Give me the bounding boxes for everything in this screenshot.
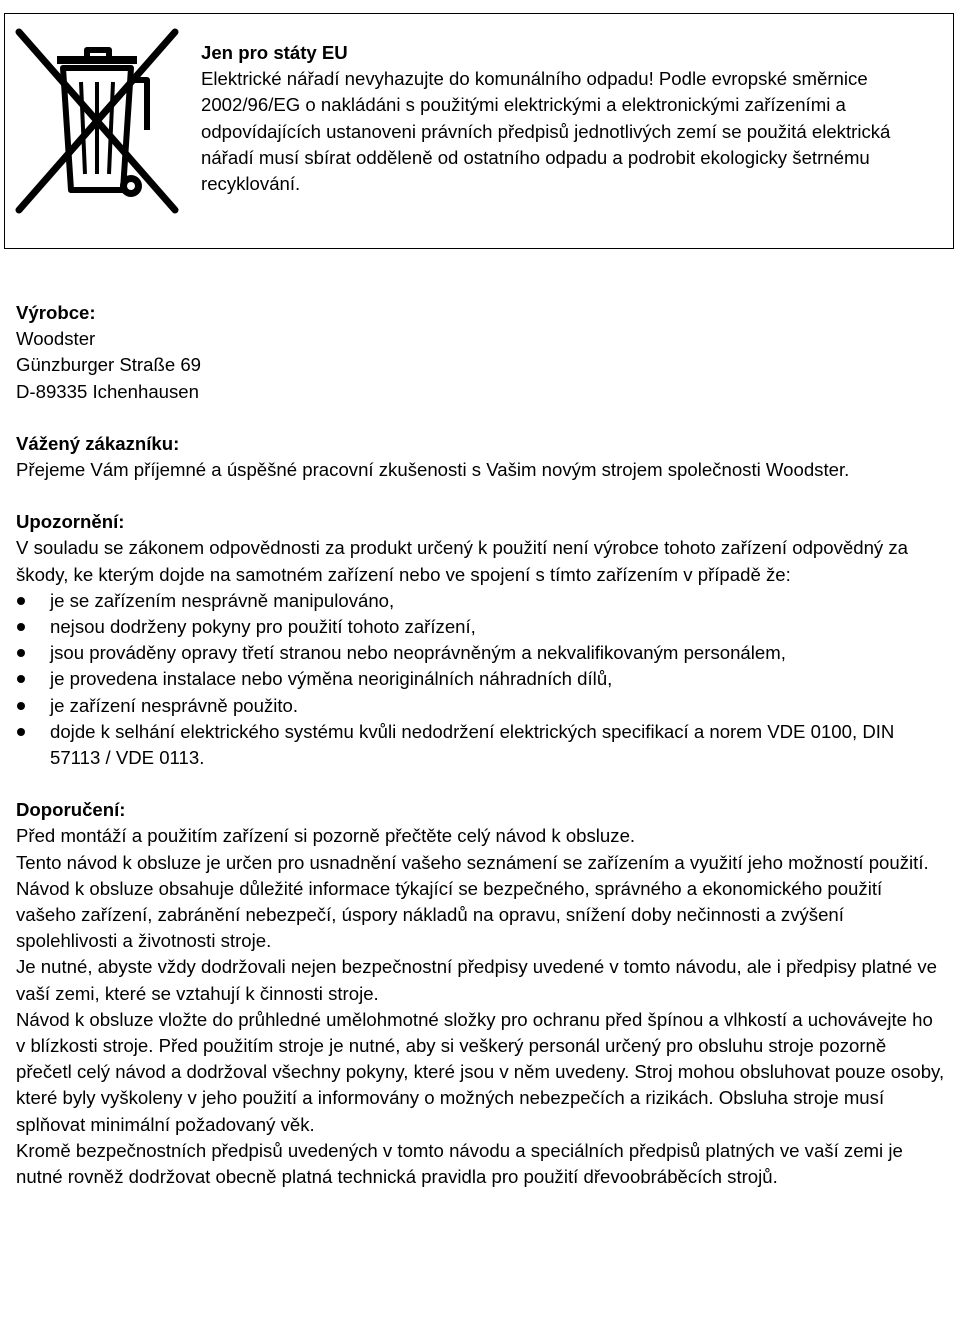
list-item: je se zařízením nesprávně manipulováno, xyxy=(16,588,946,614)
list-item: dojde k selhání elektrického systému kvůli nedodržení elektrických specifikací a norem VDE 0100, DIN 57113 / VDE 0113. xyxy=(16,719,946,771)
recommendation-paragraph: Před montáží a použitím zařízení si pozorně přečtěte celý návod k obsluze. xyxy=(16,825,636,847)
list-item: jsou prováděny opravy třetí stranou nebo neoprávněným a nekvalifikovaným personálem, xyxy=(16,640,946,666)
recommendation-paragraph: Je nutné, abyste vždy dodržovali nejen bezpečnostní předpisy uvedené v tomto návodu, ale i předpisy platné ve vaší zemi, které se vztahují k činnosti stroje. xyxy=(16,956,937,1004)
eu-notice-body: Elektrické nářadí nevyhazujte do komunálního odpadu! Podle evropské směrnice 2002/96/EG o nakládáni s použitými elektrickými a elektronickými zařízeními a odpovídajících ustanoveni právních předpisů jednotlivých zemí se použitá elektrická nářadí musí sbírat odděleně od ostatního odpadu a podrobit ekologicky šetrnému recyklování. xyxy=(201,68,891,195)
list-item: je zařízení nesprávně použito. xyxy=(16,693,946,719)
recommendation-paragraph: Tento návod k obsluze je určen pro usnadnění vašeho seznámení se zařízením a využití jeho možností použití. xyxy=(16,851,929,873)
eu-disposal-notice xyxy=(4,13,954,249)
manual-content xyxy=(16,300,946,1190)
customer-text: Přejeme Vám příjemné a úspěšné pracovní zkušenosti s Vašim novým strojem společnosti Woodster. xyxy=(16,459,850,481)
manufacturer-section xyxy=(16,300,946,405)
manufacturer-street: Günzburger Straße 69 xyxy=(16,354,202,376)
manufacturer-name: Woodster xyxy=(16,328,96,350)
warning-list xyxy=(16,588,946,771)
warning-intro: V souladu se zákonem odpovědnosti za produkt určený k použití není výrobce tohoto zařízení odpovědný za škody, ke kterým dojde na samotném zařízení nebo ve spojení s tímto zařízením v případě že: xyxy=(16,537,909,585)
recommendation-heading: Doporučení: xyxy=(16,799,126,821)
list-item: je provedena instalace nebo výměna neoriginálních náhradních dílů, xyxy=(16,666,946,692)
recommendation-paragraph: Návod k obsluze obsahuje důležité informace týkající se bezpečného, správného a ekonomického použití vašeho zařízení, zabránění nebezpečí, úspory nákladů na opravu, snížení doby nečinnosti a zvýšení spolehlivosti a životnosti stroje. xyxy=(16,877,883,952)
list-item: nejsou dodrženy pokyny pro použití tohoto zařízení, xyxy=(16,614,946,640)
manufacturer-city: D-89335 Ichenhausen xyxy=(16,380,199,402)
eu-notice-title: Jen pro státy EU xyxy=(201,42,348,63)
recommendation-paragraph: Kromě bezpečnostních předpisů uvedených v tomto návodu a speciálních předpisů platných ve vaší zemi je nutné rovněž dodržovat obecně platná technická pravidla pro použití dřevoobráběcích strojů. xyxy=(16,1139,903,1188)
crossed-out-wheelie-bin-icon xyxy=(11,22,183,216)
warning-heading: Upozornění: xyxy=(16,511,125,533)
manufacturer-heading: Výrobce: xyxy=(16,302,96,323)
recommendation-section xyxy=(16,797,946,1190)
recommendation-paragraph: Návod k obsluze vložte do průhledné umělohmotné složky pro ochranu před špínou a vlhkostí a uchovávejte ho v blízkosti stroje. Před použitím stroje je nutné, aby si veškerý personál určený pro obsluhu stroje pozorně přečetl celý návod a dodržoval všechny pokyny, které jsou v něm uvedeny. Stroj mohou obsluhovat pouze osoby, které byly vyškoleny v jeho použití a informovány o možných nebezpečích a rizikách. Obsluha stroje musí splňovat minimální požadovaný věk. xyxy=(16,1008,945,1135)
warning-section xyxy=(16,509,946,771)
customer-section xyxy=(16,431,946,483)
customer-heading: Vážený zákazníku: xyxy=(16,432,180,454)
